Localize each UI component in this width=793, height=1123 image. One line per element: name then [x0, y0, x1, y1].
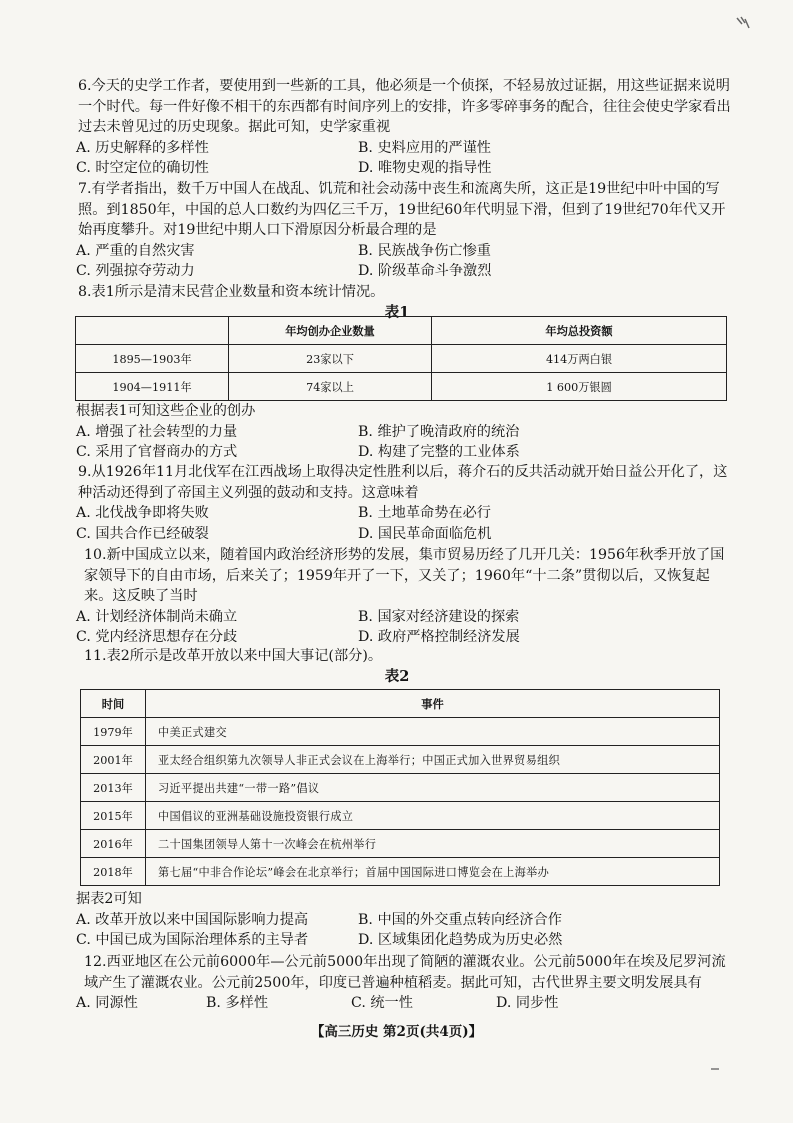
option-a: A. 北伐战争即将失败 — [76, 505, 209, 522]
table-row — [81, 718, 720, 746]
table-header-cell — [76, 317, 229, 345]
table-header-cell: 年均创办企业数量 — [229, 317, 432, 345]
table-header-cell: 时间 — [81, 690, 146, 718]
question-9 — [62, 462, 732, 544]
table-header-row — [81, 690, 720, 718]
option-c: C. 统一性 — [351, 995, 413, 1012]
question-11-options — [62, 910, 732, 951]
question-9-options — [62, 503, 732, 544]
table-cell: 习近平提出共建“一带一路”倡议 — [146, 774, 720, 802]
table-2-caption: 表2 — [384, 667, 410, 685]
option-a: A. 计划经济体制尚未确立 — [76, 608, 238, 625]
page-footer: 【高三历史 第2页(共4页)】 — [310, 1024, 483, 1040]
option-a: A. 改革开放以来中国国际影响力提高 — [76, 911, 309, 928]
option-c: C. 中国已成为国际治理体系的主导者 — [76, 932, 309, 949]
table-2 — [80, 689, 720, 886]
question-6 — [62, 76, 732, 179]
question-11-stem: 11.表2所示是改革开放以来中国大事记(部分)。 — [84, 648, 383, 664]
option-b: B. 中国的外交重点转向经济合作 — [358, 911, 562, 928]
corner-mark — [735, 16, 751, 32]
option-b: B. 维护了晚清政府的统治 — [358, 423, 520, 440]
option-a: A. 增强了社会转型的力量 — [76, 423, 238, 440]
table-cell: 74家以上 — [229, 373, 432, 401]
table-row — [81, 858, 720, 886]
option-d: D. 唯物史观的指导性 — [358, 160, 492, 177]
option-d: D. 政府严格控制经济发展 — [358, 629, 520, 646]
table-cell: 第七届“中非合作论坛”峰会在北京举行；首届中国国际进口博览会在上海举办 — [146, 858, 720, 886]
table-row — [81, 802, 720, 830]
option-b: B. 土地革命势在必行 — [358, 505, 491, 522]
table-header-cell: 事件 — [146, 690, 720, 718]
table-cell: 2018年 — [81, 858, 146, 886]
table-cell: 中美正式建交 — [146, 718, 720, 746]
option-c: C. 采用了官督商办的方式 — [76, 444, 238, 461]
question-12-options — [62, 993, 732, 1014]
question-11-tail — [62, 889, 732, 951]
table-cell: 亚太经合组织第九次领导人非正式会议在上海举行；中国正式加入世界贸易组织 — [146, 746, 720, 774]
table-header-cell: 年均总投资额 — [432, 317, 727, 345]
table-row — [81, 774, 720, 802]
table-cell: 23家以下 — [229, 345, 432, 373]
option-d: D. 构建了完整的工业体系 — [358, 444, 520, 461]
option-c: C. 时空定位的确切性 — [76, 160, 209, 177]
option-c: C. 列强掠夺劳动力 — [76, 263, 195, 280]
question-12 — [62, 952, 732, 1014]
question-8-prompt: 根据表1可知这些企业的创办 — [76, 403, 256, 419]
table-1-caption: 表1 — [384, 303, 410, 321]
table-row — [76, 345, 727, 373]
scan-dot-mark — [710, 1067, 720, 1071]
question-9-stem: 9.从1926年11月北伐军在江西战场上取得决定性胜利以后，蒋介石的反共活动就开始日益公开化了，这种活动还得到了帝国主义列强的鼓动和支持。这意味着 — [78, 464, 728, 501]
question-11 — [62, 646, 732, 687]
option-b: B. 史料应用的严谨性 — [358, 139, 491, 156]
table-1 — [75, 316, 727, 401]
table-cell: 1 600万银圆 — [432, 373, 727, 401]
question-10-stem: 10.新中国成立以来，随着国内政治经济形势的发展，集市贸易历经了几开几关：1956年秋季开放了国家领导下的自由市场，后来关了；1959年开了一下，又关了；1960年“十二条”贯彻以后，又恢复起来。这反映了当时 — [84, 547, 725, 605]
table-header-row — [76, 317, 727, 345]
question-7-options — [62, 241, 732, 282]
question-8-tail — [62, 401, 732, 463]
question-7-stem: 7.有学者指出，数千万中国人在战乱、饥荒和社会动荡中丧生和流离失所，这正是19世纪中叶中国的写照。到1850年，中国的总人口数约为四亿三千万，19世纪60年代明显下滑，但到了19世纪70年代又开始再度攀升。对19世纪中期人口下滑原因分析最合理的是 — [78, 181, 726, 239]
table-cell: 2016年 — [81, 830, 146, 858]
table-row — [81, 830, 720, 858]
question-6-stem: 6.今天的史学工作者，要使用到一些新的工具，他必须是一个侦探，不轻易放过证据，用这些证据来说明一个时代。每一件好像不相干的东西都有时间序列上的安排，许多零碎事务的配合，往往会使史学家看出过去未曾见过的历史现象。据此可知，史学家重视 — [78, 78, 731, 136]
table-cell: 2013年 — [81, 774, 146, 802]
table-cell: 二十国集团领导人第十一次峰会在杭州举行 — [146, 830, 720, 858]
option-d: D. 同步性 — [496, 995, 559, 1012]
question-12-stem: 12.西亚地区在公元前6000年—公元前5000年出现了简陋的灌溉农业。公元前5000年在埃及尼罗河流域产生了灌溉农业。公元前2500年，印度已普遍种植稻麦。据此可知，古代世界主要文明发展具有 — [84, 954, 726, 991]
table-row — [81, 746, 720, 774]
table-cell: 1904—1911年 — [76, 373, 229, 401]
option-c: C. 党内经济思想存在分歧 — [76, 629, 238, 646]
table-cell: 1979年 — [81, 718, 146, 746]
option-c: C. 国共合作已经破裂 — [76, 525, 209, 542]
question-7 — [62, 179, 732, 282]
question-6-options — [62, 138, 732, 179]
option-b: B. 多样性 — [206, 995, 269, 1012]
option-b: B. 民族战争伤亡惨重 — [358, 242, 491, 259]
table-cell: 2001年 — [81, 746, 146, 774]
question-8-options — [62, 422, 732, 463]
table-cell: 414万两白银 — [432, 345, 727, 373]
option-a: A. 同源性 — [76, 995, 138, 1012]
option-b: B. 国家对经济建设的探索 — [358, 608, 520, 625]
table-cell: 1895—1903年 — [76, 345, 229, 373]
question-10 — [62, 545, 732, 648]
question-11-prompt: 据表2可知 — [76, 891, 142, 907]
table-cell: 2015年 — [81, 802, 146, 830]
option-a: A. 历史解释的多样性 — [76, 139, 209, 156]
question-8-stem: 8.表1所示是清末民营企业数量和资本统计情况。 — [78, 284, 385, 300]
table-row — [76, 373, 727, 401]
option-d: D. 阶级革命斗争激烈 — [358, 263, 492, 280]
table-cell: 中国倡议的亚洲基础设施投资银行成立 — [146, 802, 720, 830]
option-a: A. 严重的自然灾害 — [76, 242, 195, 259]
question-10-options — [62, 607, 732, 648]
option-d: D. 区域集团化趋势成为历史必然 — [358, 932, 563, 949]
option-d: D. 国民革命面临危机 — [358, 525, 492, 542]
